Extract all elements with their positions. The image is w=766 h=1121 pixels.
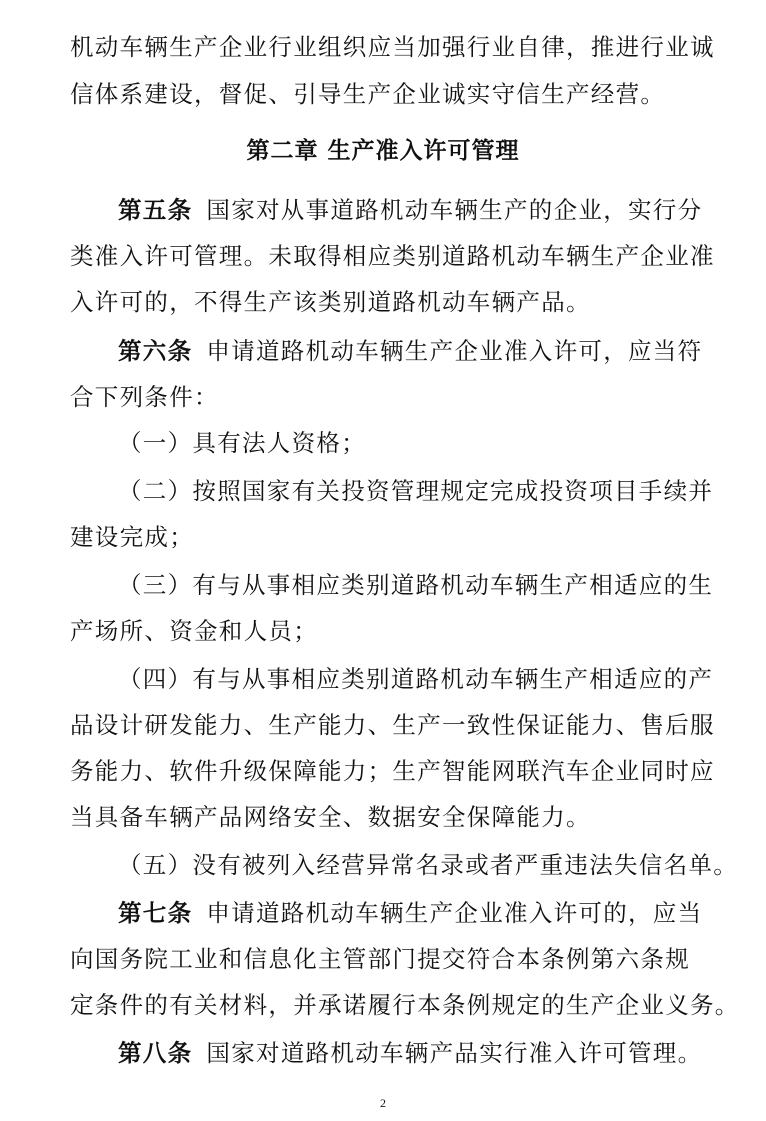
article5-first-line — [118, 195, 748, 225]
article6-first-line — [118, 336, 748, 366]
article5-heading: 第五条 — [118, 196, 193, 224]
article6-item-2-line-2: 建设完成； — [70, 523, 194, 551]
article8-text-1: 国家对道路机动车辆产品实行准入许可管理。 — [206, 1039, 703, 1067]
article6-text-1: 申请道路机动车辆生产企业准入许可，应当符 — [206, 337, 703, 365]
article6-item-3-line-2: 产场所、资金和人员； — [70, 617, 318, 645]
article6-line-2: 合下列条件： — [70, 383, 219, 411]
article8-heading: 第八条 — [118, 1039, 193, 1067]
article7-line-2: 向国务院工业和信息化主管部门提交符合本条例第六条规 — [70, 945, 690, 973]
article6-item-4-line-4: 当具备车辆产品网络安全、数据安全保障能力。 — [70, 803, 591, 831]
article7-line-3: 定条件的有关材料，并承诺履行本条例规定的生产企业义务。 — [70, 991, 740, 1019]
intro-line-2: 信体系建设，督促、引导生产企业诚实守信生产经营。 — [70, 80, 666, 108]
article6-item-5: （五）没有被列入经营异常名录或者严重违法失信名单。 — [118, 851, 738, 879]
article7-first-line — [118, 898, 748, 928]
article5-line-2: 类准入许可管理。未取得相应类别道路机动车辆生产企业准 — [70, 242, 715, 270]
article6-item-4-line-2: 品设计研发能力、生产能力、生产一致性保证能力、售后服 — [70, 711, 715, 739]
article6-item-1: （一）具有法人资格； — [118, 429, 366, 457]
article7-heading: 第七条 — [118, 899, 193, 927]
article6-item-3-line-1: （三）有与从事相应类别道路机动车辆生产相适应的生 — [118, 571, 714, 599]
article6-item-2-line-1: （二）按照国家有关投资管理规定完成投资项目手续并 — [118, 477, 714, 505]
article6-heading: 第六条 — [118, 337, 193, 365]
chapter-title: 第二章 生产准入许可管理 — [246, 138, 520, 164]
article6-item-4-line-1: （四）有与从事相应类别道路机动车辆生产相适应的产 — [118, 665, 714, 693]
article5-text-1: 国家对从事道路机动车辆生产的企业，实行分 — [206, 196, 703, 224]
article7-text-1: 申请道路机动车辆生产企业准入许可的，应当 — [206, 899, 703, 927]
page-number: 2 — [380, 1096, 386, 1110]
article8-first-line — [118, 1038, 748, 1068]
article6-item-4-line-3: 务能力、软件升级保障能力；生产智能网联汽车企业同时应 — [70, 757, 715, 785]
intro-line-1: 机动车辆生产企业行业组织应当加强行业自律，推进行业诚 — [70, 33, 715, 61]
article5-line-3: 入许可的，不得生产该类别道路机动车辆产品。 — [70, 288, 591, 316]
